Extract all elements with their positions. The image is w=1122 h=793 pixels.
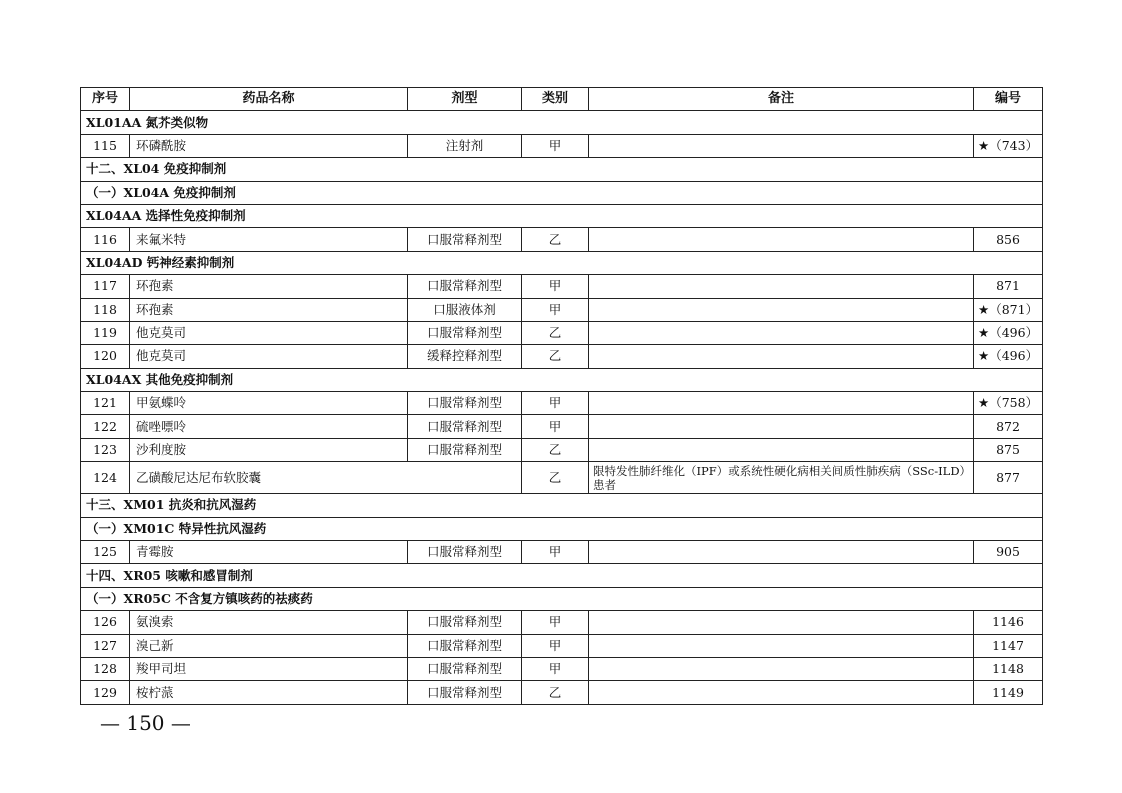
cell-drug-name: 环孢素 [130, 298, 408, 321]
cell-category: 乙 [522, 681, 589, 704]
cell-number: 116 [81, 228, 130, 251]
header-category: 类别 [522, 88, 589, 111]
cell-number: 120 [81, 345, 130, 368]
table-row [81, 541, 1043, 564]
cell-dosage-form: 口服常释剂型 [408, 228, 522, 251]
table-body [81, 111, 1043, 704]
cell-dosage-form: 口服常释剂型 [408, 541, 522, 564]
section-row [81, 111, 1043, 134]
cell-remarks [589, 275, 974, 298]
cell-code: 1146 [974, 611, 1043, 634]
cell-code: 875 [974, 438, 1043, 461]
cell-drug-name: 环孢素 [130, 275, 408, 298]
cell-number: 123 [81, 438, 130, 461]
cell-dosage-form: 口服常释剂型 [408, 321, 522, 344]
cell-number: 117 [81, 275, 130, 298]
drug-list-table [80, 87, 1043, 705]
header-remarks: 备注 [589, 88, 974, 111]
table-row [81, 634, 1043, 657]
cell-number: 119 [81, 321, 130, 344]
cell-remarks [589, 415, 974, 438]
cell-category: 甲 [522, 541, 589, 564]
cell-dosage-form: 口服常释剂型 [408, 392, 522, 415]
cell-code: 872 [974, 415, 1043, 438]
table-row [81, 438, 1043, 461]
cell-drug-name: 氨溴索 [130, 611, 408, 634]
cell-remarks [589, 345, 974, 368]
cell-category: 甲 [522, 611, 589, 634]
cell-number: 118 [81, 298, 130, 321]
cell-code: 871 [974, 275, 1043, 298]
cell-number: 121 [81, 392, 130, 415]
cell-code: 1149 [974, 681, 1043, 704]
section-title: XL04AX 其他免疫抑制剂 [81, 368, 1043, 391]
table-row [81, 415, 1043, 438]
cell-number: 129 [81, 681, 130, 704]
cell-remarks: 限特发性肺纤维化（IPF）或系统性硬化病相关间质性肺疾病（SSc-ILD）患者 [589, 462, 974, 494]
cell-code: ★（496） [974, 345, 1043, 368]
cell-dosage-form: 缓释控释剂型 [408, 345, 522, 368]
section-row [81, 181, 1043, 204]
cell-number: 127 [81, 634, 130, 657]
cell-code: ★（496） [974, 321, 1043, 344]
cell-remarks [589, 541, 974, 564]
cell-category: 甲 [522, 415, 589, 438]
cell-code: ★（758） [974, 392, 1043, 415]
cell-code: 1147 [974, 634, 1043, 657]
cell-dosage-form: 口服常释剂型 [408, 657, 522, 680]
table-header-row [81, 88, 1043, 111]
cell-remarks [589, 298, 974, 321]
cell-drug-name: 他克莫司 [130, 345, 408, 368]
cell-dosage-form: 口服常释剂型 [408, 275, 522, 298]
cell-remarks [589, 228, 974, 251]
section-row [81, 517, 1043, 540]
section-row [81, 587, 1043, 610]
cell-category: 乙 [522, 438, 589, 461]
cell-code: 856 [974, 228, 1043, 251]
cell-dosage-form: 口服常释剂型 [408, 611, 522, 634]
table-row [81, 134, 1043, 157]
cell-drug-name: 溴己新 [130, 634, 408, 657]
cell-remarks [589, 438, 974, 461]
cell-number: 124 [81, 462, 130, 494]
section-row [81, 368, 1043, 391]
cell-category: 乙 [522, 228, 589, 251]
section-row [81, 158, 1043, 181]
table-row [81, 275, 1043, 298]
cell-drug-name: 乙磺酸尼达尼布软胶囊 [130, 462, 522, 494]
table-row [81, 321, 1043, 344]
header-number: 序号 [81, 88, 130, 111]
cell-remarks [589, 392, 974, 415]
cell-dosage-form: 口服常释剂型 [408, 415, 522, 438]
section-title: （一）XL04A 免疫抑制剂 [81, 181, 1043, 204]
cell-category: 甲 [522, 634, 589, 657]
cell-dosage-form: 口服常释剂型 [408, 438, 522, 461]
cell-remarks [589, 134, 974, 157]
cell-remarks [589, 657, 974, 680]
section-row [81, 564, 1043, 587]
cell-dosage-form: 口服常释剂型 [408, 634, 522, 657]
cell-code: 1148 [974, 657, 1043, 680]
cell-drug-name: 桉柠蒎 [130, 681, 408, 704]
cell-drug-name: 羧甲司坦 [130, 657, 408, 680]
cell-category: 甲 [522, 275, 589, 298]
header-dosage-form: 剂型 [408, 88, 522, 111]
section-title: 十二、XL04 免疫抑制剂 [81, 158, 1043, 181]
cell-category: 甲 [522, 657, 589, 680]
cell-category: 乙 [522, 321, 589, 344]
table-row [81, 298, 1043, 321]
table-row [81, 462, 1043, 494]
section-title: XL01AA 氮芥类似物 [81, 111, 1043, 134]
cell-drug-name: 青霉胺 [130, 541, 408, 564]
cell-dosage-form: 口服液体剂 [408, 298, 522, 321]
section-title: 十三、XM01 抗炎和抗风湿药 [81, 494, 1043, 517]
cell-category: 甲 [522, 134, 589, 157]
cell-category: 乙 [522, 345, 589, 368]
cell-code: ★（743） [974, 134, 1043, 157]
table-row [81, 657, 1043, 680]
cell-drug-name: 环磷酰胺 [130, 134, 408, 157]
cell-category: 甲 [522, 392, 589, 415]
section-row [81, 251, 1043, 274]
section-row [81, 204, 1043, 227]
cell-remarks [589, 681, 974, 704]
cell-number: 128 [81, 657, 130, 680]
cell-number: 126 [81, 611, 130, 634]
cell-drug-name: 硫唑嘌呤 [130, 415, 408, 438]
cell-category: 乙 [522, 462, 589, 494]
page-number: — 150 — [100, 711, 191, 735]
cell-drug-name: 甲氨蝶呤 [130, 392, 408, 415]
section-title: （一）XR05C 不含复方镇咳药的祛痰药 [81, 587, 1043, 610]
cell-number: 115 [81, 134, 130, 157]
header-code: 编号 [974, 88, 1043, 111]
cell-dosage-form: 口服常释剂型 [408, 681, 522, 704]
table-row [81, 228, 1043, 251]
cell-dosage-form: 注射剂 [408, 134, 522, 157]
table-row [81, 681, 1043, 704]
table-row [81, 392, 1043, 415]
table-row [81, 345, 1043, 368]
cell-code: 877 [974, 462, 1043, 494]
cell-drug-name: 来氟米特 [130, 228, 408, 251]
cell-remarks [589, 634, 974, 657]
section-title: 十四、XR05 咳嗽和感冒制剂 [81, 564, 1043, 587]
cell-drug-name: 沙利度胺 [130, 438, 408, 461]
cell-number: 125 [81, 541, 130, 564]
cell-remarks [589, 611, 974, 634]
table-row [81, 611, 1043, 634]
header-drug-name: 药品名称 [130, 88, 408, 111]
cell-code: 905 [974, 541, 1043, 564]
section-title: （一）XM01C 特异性抗风湿药 [81, 517, 1043, 540]
cell-category: 甲 [522, 298, 589, 321]
cell-remarks [589, 321, 974, 344]
cell-number: 122 [81, 415, 130, 438]
cell-drug-name: 他克莫司 [130, 321, 408, 344]
section-title: XL04AD 钙神经素抑制剂 [81, 251, 1043, 274]
section-row [81, 494, 1043, 517]
cell-code: ★（871） [974, 298, 1043, 321]
section-title: XL04AA 选择性免疫抑制剂 [81, 204, 1043, 227]
